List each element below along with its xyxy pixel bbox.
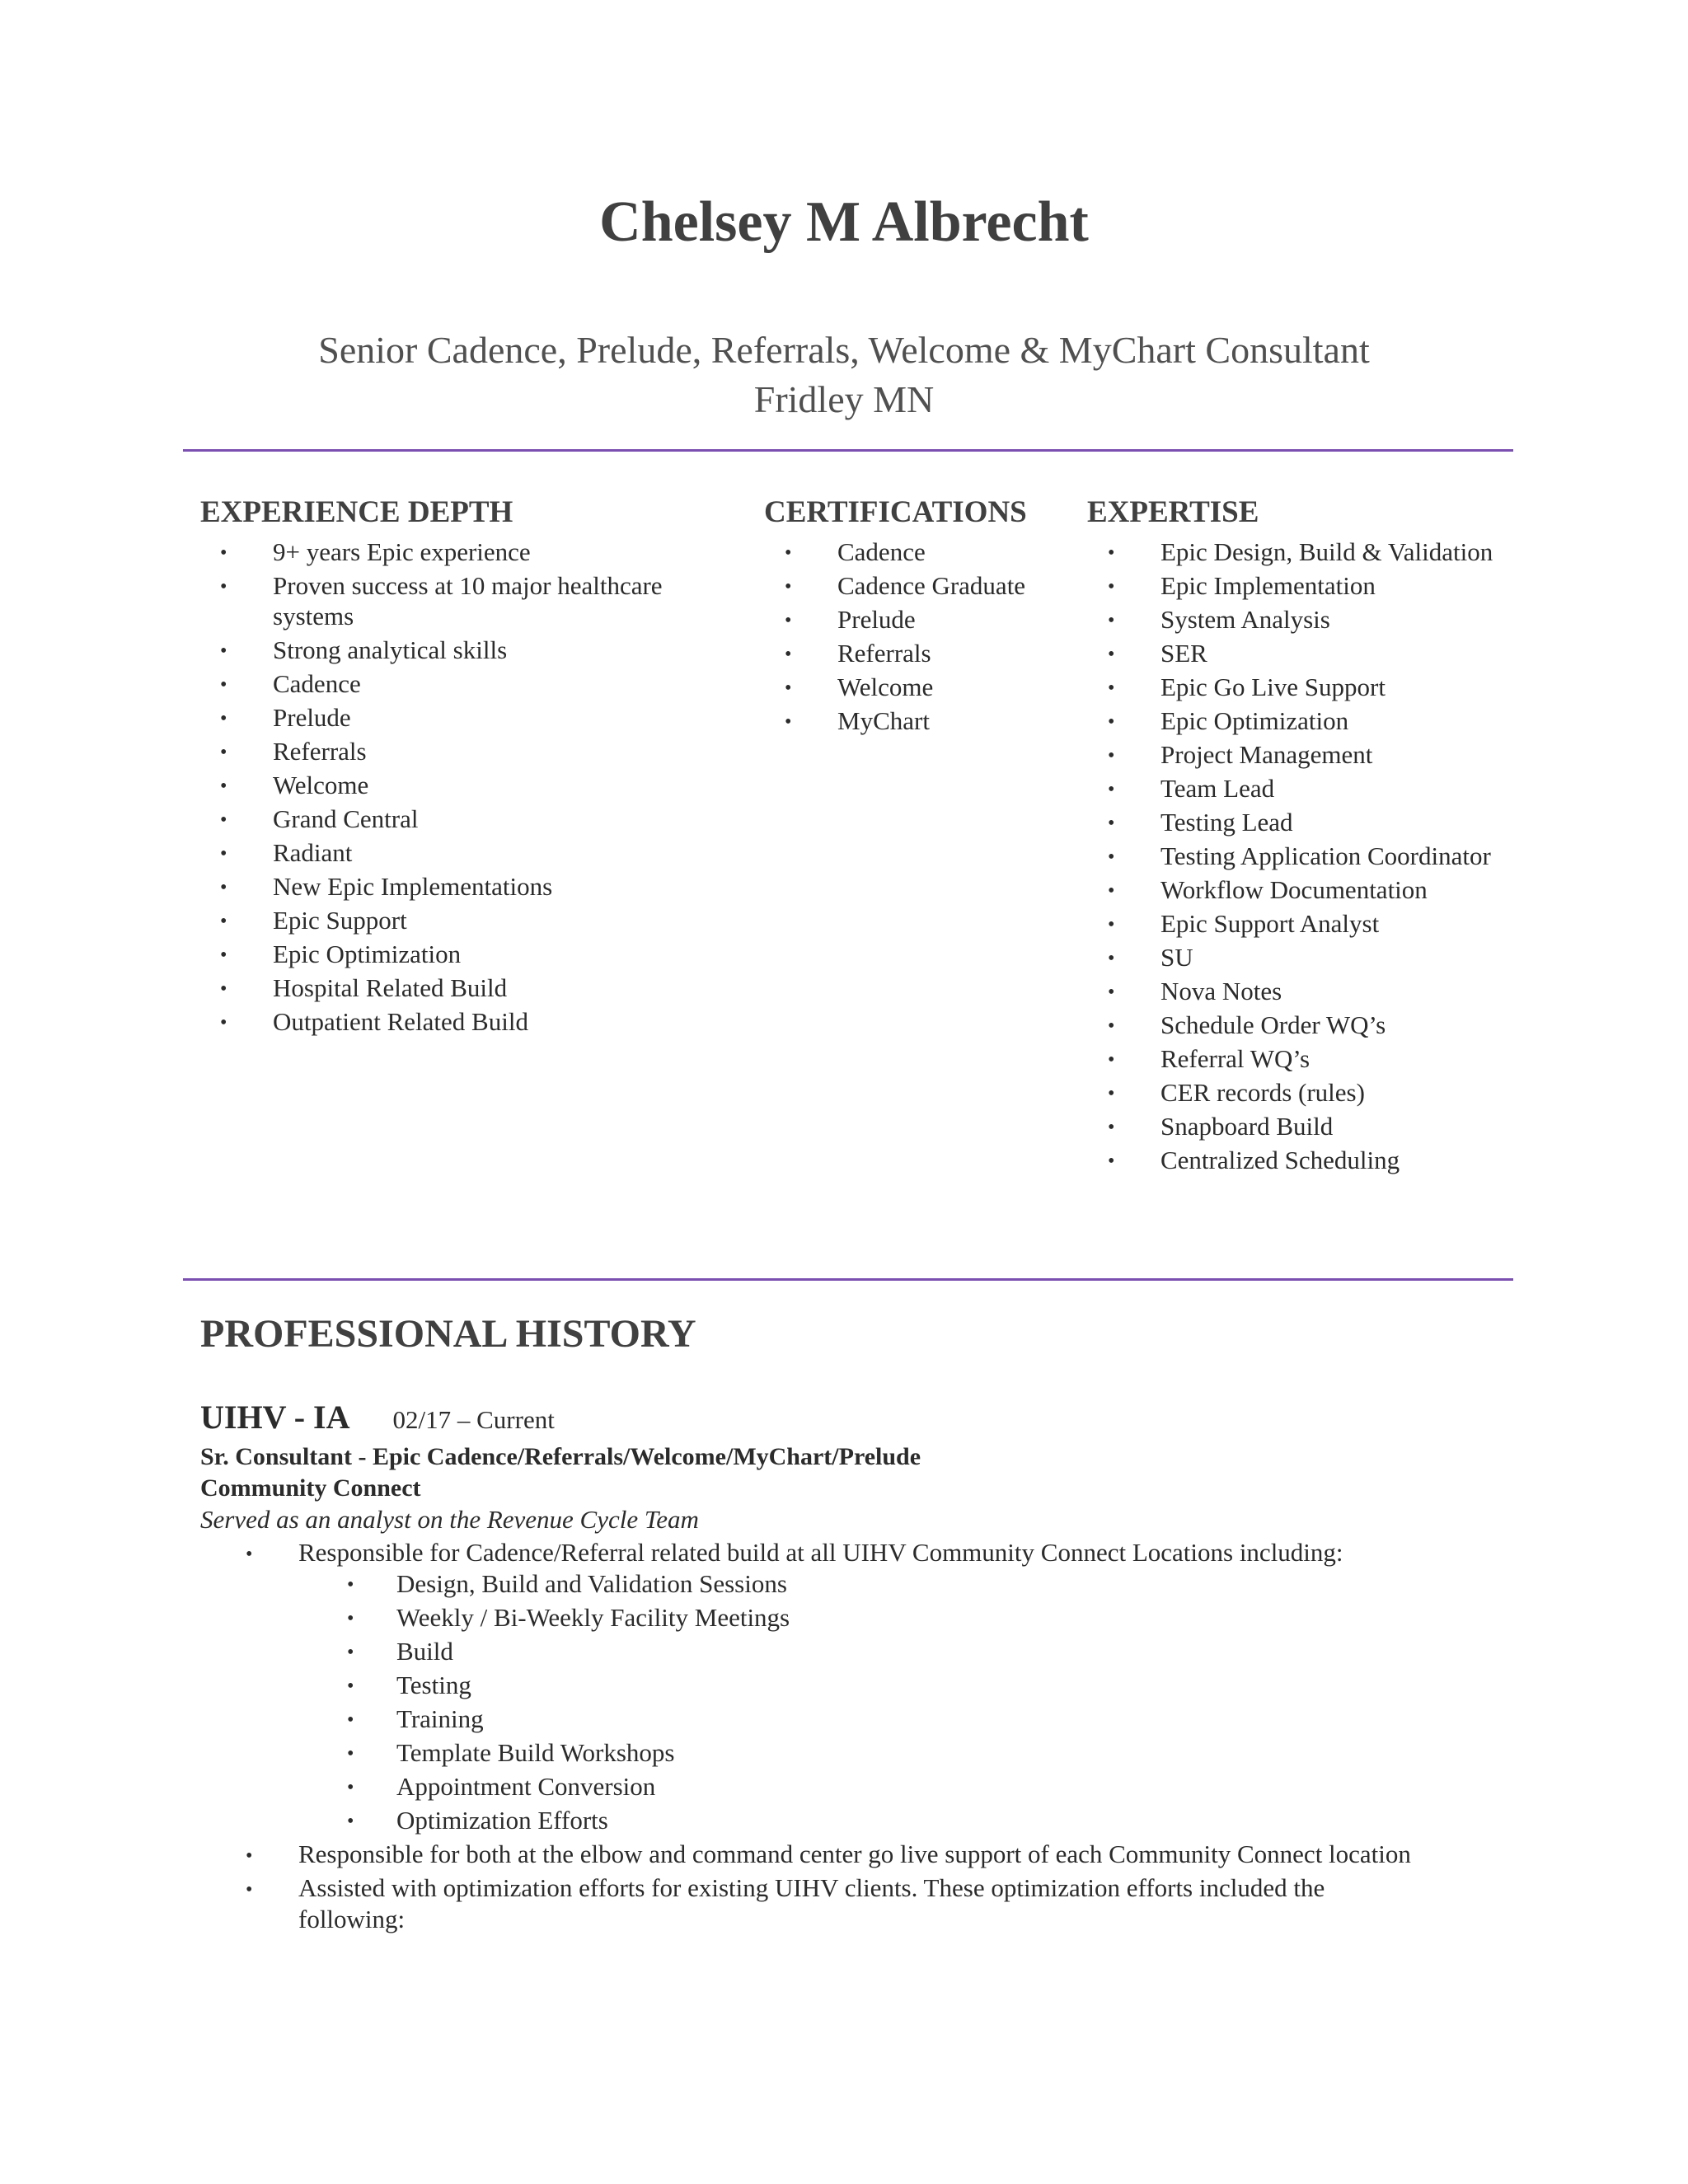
bullet-icon: •	[347, 1811, 354, 1832]
bullet-icon: •	[220, 741, 227, 763]
list-item	[200, 905, 736, 935]
sub-duty-item	[298, 1771, 1428, 1802]
job-dates: 02/17 – Current	[392, 1405, 555, 1434]
bullet-icon: •	[220, 808, 227, 831]
bullet-icon: •	[785, 677, 792, 699]
list-item-text: Workflow Documentation	[1160, 874, 1428, 904]
bullet-icon: •	[1108, 981, 1115, 1003]
bullet-icon: •	[1108, 744, 1115, 766]
bullet-icon: •	[1108, 947, 1115, 969]
bullet-icon: •	[347, 1777, 354, 1798]
sub-duty-text: Appointment Conversion	[396, 1772, 656, 1801]
sub-duty-text: Weekly / Bi-Weekly Facility Meetings	[396, 1603, 790, 1632]
bullet-icon: •	[220, 944, 227, 966]
bullet-icon: •	[347, 1709, 354, 1731]
bullet-icon: •	[220, 775, 227, 797]
list-item-text: Epic Support Analyst	[1160, 908, 1380, 938]
bullet-icon: •	[1108, 846, 1115, 868]
candidate-title: Senior Cadence, Prelude, Referrals, Welcome & MyChart Consultant	[318, 329, 1370, 371]
list-item	[200, 972, 736, 1003]
bullet-icon: •	[1108, 643, 1115, 665]
expertise-list	[1087, 537, 1516, 1175]
list-item-text: Cadence	[837, 537, 926, 566]
bullet-icon: •	[220, 673, 227, 696]
bullet-icon: •	[1108, 1048, 1115, 1071]
list-item	[1087, 908, 1516, 939]
list-item-text: MyChart	[837, 705, 930, 735]
bullet-icon: •	[1108, 710, 1115, 733]
list-item	[1087, 1043, 1516, 1074]
experience-depth-section	[200, 496, 736, 1040]
list-item	[1087, 638, 1516, 668]
list-item-text: Referrals	[273, 736, 367, 766]
list-item	[764, 672, 1061, 702]
bullet-icon: •	[220, 541, 227, 564]
bullet-icon: •	[246, 1879, 253, 1900]
bullet-icon: •	[785, 541, 792, 564]
sub-duty-item	[298, 1602, 1428, 1633]
bullet-icon: •	[1108, 609, 1115, 631]
bullet-icon: •	[220, 575, 227, 598]
bullet-icon: •	[785, 575, 792, 598]
bullet-icon: •	[347, 1608, 354, 1629]
list-item-text: Schedule Order WQ’s	[1160, 1010, 1386, 1039]
bullet-icon: •	[220, 1011, 227, 1033]
candidate-location: Fridley MN	[753, 378, 935, 420]
list-item	[1087, 1145, 1516, 1175]
list-item	[1087, 1010, 1516, 1040]
sub-duty-text: Template Build Workshops	[396, 1738, 675, 1767]
list-item-text: Centralized Scheduling	[1160, 1145, 1400, 1174]
list-item	[200, 736, 736, 766]
bullet-icon: •	[347, 1743, 354, 1765]
list-item	[764, 604, 1061, 635]
list-item-text: Referrals	[837, 638, 931, 668]
bullet-icon: •	[785, 609, 792, 631]
list-item	[200, 668, 736, 699]
list-item-text: Testing Application Coordinator	[1160, 841, 1491, 870]
candidate-name: Chelsey M Albrecht	[599, 190, 1089, 254]
bullet-icon: •	[1108, 1150, 1115, 1172]
sub-duty-text: Testing	[396, 1671, 471, 1699]
bullet-icon: •	[1108, 575, 1115, 598]
list-item-text: Epic Optimization	[273, 939, 462, 968]
list-item-text: Prelude	[273, 702, 351, 732]
certifications-list	[764, 537, 1061, 736]
list-item	[764, 705, 1061, 736]
bullet-icon: •	[246, 1544, 253, 1565]
list-item-text: Outpatient Related Build	[273, 1006, 528, 1036]
list-item	[200, 770, 736, 800]
list-item	[1087, 705, 1516, 736]
duty-sub-list	[298, 1568, 1428, 1835]
list-item-text: New Epic Implementations	[273, 871, 553, 901]
sub-duty-text: Design, Build and Validation Sessions	[396, 1569, 787, 1598]
job-duties-list	[200, 1537, 1519, 1935]
job-entry	[200, 1401, 1519, 1938]
list-item	[200, 939, 736, 969]
list-item	[1087, 841, 1516, 871]
list-item-text: Welcome	[273, 770, 369, 799]
list-item-text: Cadence	[273, 668, 361, 698]
sub-duty-item	[298, 1805, 1428, 1835]
list-item-text: Hospital Related Build	[273, 972, 508, 1002]
duty-item	[200, 1537, 1519, 1835]
list-item	[200, 635, 736, 665]
sub-duty-item	[298, 1670, 1428, 1700]
list-item-text: 9+ years Epic experience	[273, 537, 531, 566]
list-item-text: Epic Go Live Support	[1160, 672, 1386, 701]
list-item	[1087, 672, 1516, 702]
list-item-text: Epic Implementation	[1160, 570, 1376, 600]
bullet-icon: •	[220, 876, 227, 898]
bullet-icon: •	[1108, 812, 1115, 834]
list-item-text: Radiant	[273, 837, 353, 867]
list-item-text: System Analysis	[1160, 604, 1330, 634]
middle-divider	[183, 1278, 1513, 1281]
expertise-section	[1087, 496, 1516, 1179]
list-item	[1087, 773, 1516, 804]
sub-duty-item	[298, 1704, 1428, 1734]
list-item-text: Nova Notes	[1160, 976, 1282, 1005]
list-item-text: SER	[1160, 638, 1207, 668]
sub-duty-text: Build	[396, 1637, 453, 1666]
list-item-text: Strong analytical skills	[273, 635, 508, 664]
expertise-heading: EXPERTISE	[1087, 495, 1259, 529]
list-item-text: Team Lead	[1160, 773, 1275, 803]
list-item-text: Epic Support	[273, 905, 407, 935]
list-item-text: Cadence Graduate	[837, 570, 1026, 600]
bullet-icon: •	[1108, 1015, 1115, 1037]
bullet-icon: •	[220, 910, 227, 932]
list-item	[200, 871, 736, 902]
duty-text: Assisted with optimization efforts for existing UIHV clients. These optimization efforts included the following:	[298, 1873, 1325, 1933]
sub-duty-text: Optimization Efforts	[396, 1806, 608, 1835]
list-item	[200, 570, 736, 631]
header-subtitle	[0, 326, 1688, 424]
list-item	[1087, 1111, 1516, 1141]
list-item-text: Grand Central	[273, 804, 419, 833]
bullet-icon: •	[1108, 778, 1115, 800]
list-item-text: Prelude	[837, 604, 916, 634]
list-item	[200, 702, 736, 733]
bullet-icon: •	[347, 1574, 354, 1596]
sub-duty-item	[298, 1636, 1428, 1666]
bullet-icon: •	[1108, 541, 1115, 564]
list-item-text: Project Management	[1160, 739, 1373, 769]
list-item	[1087, 739, 1516, 770]
duty-text: Responsible for both at the elbow and command center go live support of each Community Connect location	[298, 1840, 1411, 1868]
list-item-text: CER records (rules)	[1160, 1077, 1365, 1107]
list-item-text: Epic Design, Build & Validation	[1160, 537, 1493, 566]
bullet-icon: •	[1108, 677, 1115, 699]
list-item	[1087, 874, 1516, 905]
bullet-icon: •	[1108, 1082, 1115, 1104]
list-item	[1087, 537, 1516, 567]
bullet-icon: •	[1108, 1116, 1115, 1138]
list-item	[200, 804, 736, 834]
sub-duty-text: Training	[396, 1704, 484, 1733]
list-item	[1087, 807, 1516, 837]
job-role-continued: Community Connect	[200, 1474, 421, 1502]
list-item-text: Testing Lead	[1160, 807, 1293, 837]
bullet-icon: •	[347, 1675, 354, 1697]
list-item-text: Proven success at 10 major healthcare systems	[273, 570, 663, 630]
list-item	[1087, 1077, 1516, 1108]
list-item	[1087, 604, 1516, 635]
certifications-heading: CERTIFICATIONS	[764, 495, 1027, 529]
list-item-text: Epic Optimization	[1160, 705, 1349, 735]
job-description: Served as an analyst on the Revenue Cycle Team	[200, 1505, 699, 1534]
list-item	[200, 1006, 736, 1037]
duty-item	[200, 1839, 1519, 1870]
list-item	[764, 570, 1061, 601]
list-item	[1087, 942, 1516, 972]
top-divider	[183, 449, 1513, 452]
bullet-icon: •	[785, 710, 792, 733]
bullet-icon: •	[347, 1642, 354, 1663]
bullet-icon: •	[1108, 879, 1115, 902]
list-item	[1087, 570, 1516, 601]
list-item-text: Snapboard Build	[1160, 1111, 1334, 1141]
list-item	[764, 537, 1061, 567]
sub-duty-item	[298, 1568, 1428, 1599]
job-header	[200, 1401, 1519, 1441]
professional-history-heading: PROFESSIONAL HISTORY	[200, 1312, 696, 1356]
experience-depth-heading: EXPERIENCE DEPTH	[200, 495, 513, 529]
job-company: UIHV - IA	[200, 1399, 350, 1436]
bullet-icon: •	[220, 640, 227, 662]
bullet-icon: •	[220, 977, 227, 1000]
bullet-icon: •	[246, 1845, 253, 1867]
sub-duty-item	[298, 1737, 1428, 1768]
list-item	[1087, 976, 1516, 1006]
job-role: Sr. Consultant - Epic Cadence/Referrals/Welcome/MyChart/Prelude	[200, 1443, 921, 1470]
list-item-text: Referral WQ’s	[1160, 1043, 1311, 1073]
bullet-icon: •	[220, 842, 227, 865]
list-item-text: Welcome	[837, 672, 934, 701]
experience-depth-list	[200, 537, 736, 1037]
bullet-icon: •	[1108, 913, 1115, 935]
list-item	[764, 638, 1061, 668]
duty-item	[200, 1872, 1519, 1935]
certifications-section	[764, 496, 1061, 739]
duty-text: Responsible for Cadence/Referral related build at all UIHV Community Connect Locations including:	[298, 1538, 1343, 1567]
list-item	[200, 837, 736, 868]
list-item-text: SU	[1160, 942, 1193, 972]
bullet-icon: •	[785, 643, 792, 665]
bullet-icon: •	[220, 707, 227, 729]
list-item	[200, 537, 736, 567]
